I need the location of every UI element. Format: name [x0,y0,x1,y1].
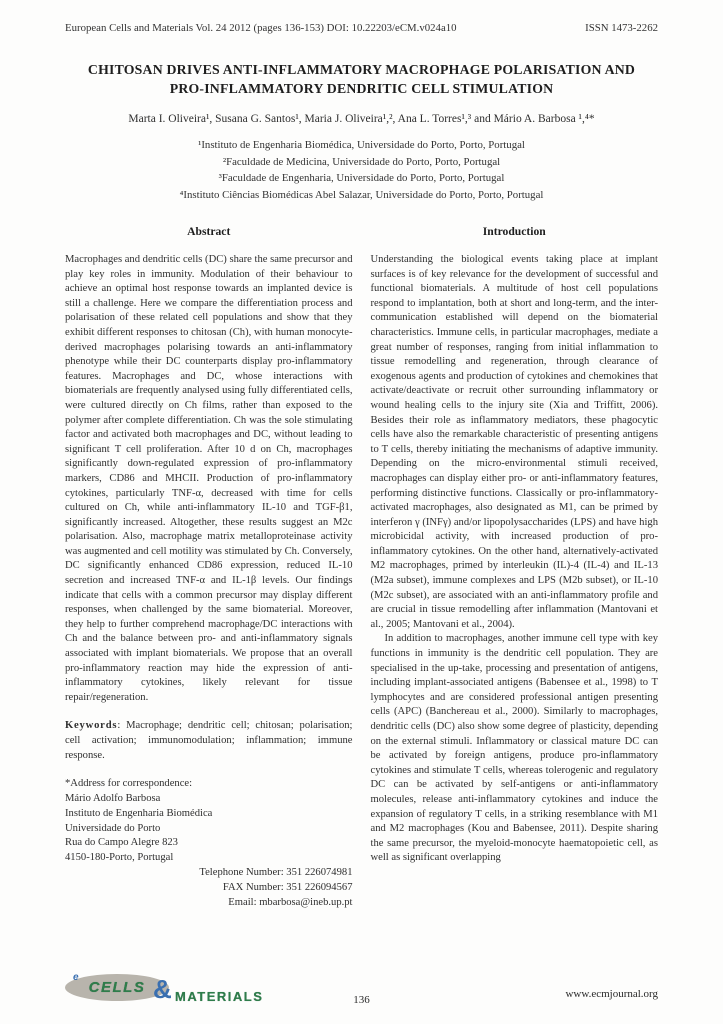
keywords-line [65,719,353,763]
affiliation-3: ³Faculdade de Engenharia, Universidade do Porto, Porto, Portugal [218,172,505,184]
correspondence-university: Universidade do Porto [65,822,161,834]
affiliations-block [65,137,658,203]
article-title-line2: PRO-INFLAMMATORY DENDRITIC CELL STIMULATION [169,81,554,96]
page-footer [65,974,658,1012]
two-column-body [65,225,658,910]
correspondence-institute: Instituto de Engenharia Biomédica [65,807,213,819]
right-column [371,225,659,910]
keywords-text: : Macrophage; dendritic cell; chitosan; polarisation; cell activation; immunomodulation; inflammation; immune response. [65,720,353,761]
keywords-label: Keywords [65,720,118,732]
correspondence-telephone: Telephone Number: 351 226074981 [199,866,353,878]
ecm-journal-logo [65,972,264,1012]
introduction-paragraph-1: Understanding the biological events taking place at implant surfaces is of key relevance for the development of successful and functional biomaterials. A multitude of host cell populations respond to implantation, both at short and long-term, and the inter-communication established will depend on the biomaterial characteristics. Immune cells, in particular macrophages, mediate a great number of responses, ranging from initial inflammation to tissue remodelling and regeneration, through clearance of exogenous agents and production of cytokines and chemokines that activate/deactivate or recruit other surrounding inflammatory or wound healing cells to the injury site (Xia and Triffitt, 2006). Besides their role as inflammatory mediators, these phagocytic cells have also the remarkable characteristic of presenting antigens to T cells, thereby initiating the mechanisms of adaptive immunity. Depending on the micro-environmental stimuli received, macrophages can display either pro- or anti-inflammatory features, performing distinctive functions. Classically or pro-inflammatory-activated macrophages, also designated as M1, can be primed by interferon γ (INFγ) and/or lipopolysaccharides (LPS) and have high microbicidal activity, with increased production of pro-inflammatory cytokines. On the other hand, alternatively-activated M2 macrophages, primed by interleukin (IL)-4 (IL-4) and IL-13 (M2a subset), immune complexes and LPS (M2b subset), or IL-10 (M2c subset), are associated with an anti-inflammatory profile and are crucial in tissue remodelling after inflammation (Mantovani et al., 2005; Mantovani et al., 2004). [370,254,658,630]
introduction-heading: Introduction [482,225,546,238]
introduction-paragraph-2: In addition to macrophages, another immune cell type with key functions in immunity is the dendritic cell population. They are specialised in the up-take, processing and presentation of antigens, including implant-associated antigens (Babensee et al., 1998) to T lymphocytes and are considered professional antigen presenting cells (APC) (Banchereau et al., 2000). Similarly to macrophages, dendritic cells (DC) also show some degree of plasticity, depending on the external stimuli. Inflammatory or classical mature DC can be activated by foreign antigens, produce pro-inflammatory cytokines and stimulate T cells, whereas tolerogenic and regulatory DC can be activated by self-antigens or anti-inflammatory molecules, release anti-inflammatory cytokines and induce the expansion of regulatory T cells, in a striking resemblance with M1 and M2 macrophages (Kou and Babensee, 2011). Despite sharing the same precursor, the myeloid-monocyte haematopoietic cell, as well as significant overlapping [370,633,658,864]
affiliation-4: ⁴Instituto Ciências Biomédicas Abel Salazar, Universidade do Porto, Porto, Portugal [179,188,544,201]
abstract-heading: Abstract [187,225,231,238]
affiliation-1: ¹Instituto de Engenharia Biomédica, Universidade do Porto, Porto, Portugal [198,139,525,151]
page-header [65,22,658,34]
correspondence-name: Mário Adolfo Barbosa [65,792,161,804]
issn-number: ISSN 1473-2262 [585,22,658,34]
logo-cells-text: CELLS [88,979,146,996]
correspondence-fax: FAX Number: 351 226094567 [222,881,353,893]
footer-logo-area [65,974,263,1012]
abstract-text: Macrophages and dendritic cells (DC) share the same precursor and play key roles in immunity. Modulation of their behaviour to achieve an optimal host response towards an implanted device is still a challenge. Here we compare the differentiation process and polarisation of these related cell populations and show that they exhibit different responses to chitosan (Ch), with human monocyte-derived macrophages polarising towards an anti-inflammatory phenotype while their DC counterparts display pro-inflammatory features. Macrophages and DC, whose interactions with biomaterials are frequently analysed using fully differentiated cells, were cultured directly on Ch films, rather than exposed to the polymer after complete differentiation. Ch was the sole stimulating factor and activated both macrophages and DC, without leading to significant T cell proliferation. After 10 d on Ch, macrophages significantly down-regulated expression of pro-inflammatory markers, CD86 and MHCII. Production of pro-inflammatory cytokines, particularly TNF-α, decreased with time for cells cultured on Ch, while anti-inflammatory IL-10 and TGF-β1, significantly increased. Altogether, these results suggest an M2c polarisation. Also, macrophage matrix metalloproteinase activity was augmented and cell motility was stimulated by Ch. Conversely, DC significantly enhanced CD86 expression, reduced IL-10 secretion and increased TNF-α and IL-1β levels. Our findings indicate that cells with a common precursor may display different responses, when challenged by the same biomaterial. Moreover, they help to further comprehend macrophage/DC interactions with Ch and the balance between pro- and anti-inflammatory signals associated with implant biomaterials. We propose that an overall pro-inflammatory reaction may hide the expression of anti-inflammatory cytokines, likely relevant for tissue repair/regeneration. [65,254,353,703]
article-title [65,60,658,98]
logo-materials-text: MATERIALS [175,989,264,1004]
correspondence-block [65,777,353,910]
left-column [65,225,353,910]
correspondence-email: Email: mbarbosa@ineb.up.pt [228,896,353,908]
journal-citation: European Cells and Materials Vol. 24 2012 (pages 136-153) DOI: 10.22203/eCM.v024a10 [65,22,457,34]
authors-line: Marta I. Oliveira¹, Susana G. Santos¹, Maria J. Oliveira¹,², Ana L. Torres¹,³ and Mário A. Barbosa ¹,⁴* [128,113,595,125]
correspondence-street: Rua do Campo Alegre 823 [65,837,178,849]
journal-website: www.ecmjournal.org [565,988,659,1000]
article-title-line1: CHITOSAN DRIVES ANTI-INFLAMMATORY MACROPHAGE POLARISATION AND [87,62,636,77]
page-number: 136 [353,994,370,1006]
logo-ampersand: & [153,974,172,1004]
correspondence-intro: *Address for correspondence: [65,778,193,790]
logo-e-letter: e [73,972,79,983]
correspondence-city: 4150-180-Porto, Portugal [65,852,174,864]
affiliation-2: ²Faculdade de Medicina, Universidade do Porto, Porto, Portugal [222,155,501,168]
